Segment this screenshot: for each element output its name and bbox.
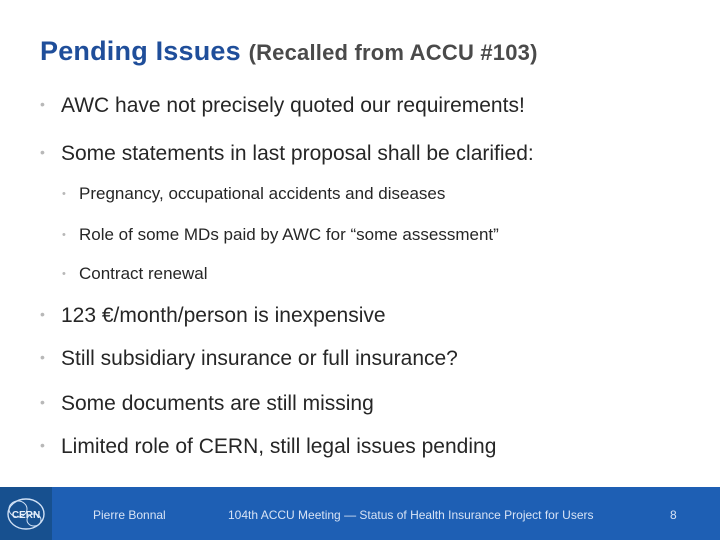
bullet-item [40, 94, 525, 118]
cern-logo [0, 487, 52, 540]
bullet-dot-icon: • [40, 437, 45, 453]
bullet-text: AWC have not precisely quoted our requirements! [61, 94, 525, 117]
cern-logo-icon [5, 496, 47, 532]
bullet-item [40, 435, 496, 459]
bullet-dot-icon: • [40, 394, 45, 410]
sub-bullet-text: Pregnancy, occupational accidents and diseases [79, 184, 446, 203]
bullet-dot-icon: • [40, 306, 45, 322]
sub-bullet-item [62, 184, 445, 204]
sub-bullet-item [62, 225, 499, 245]
bullet-item [40, 142, 534, 166]
bullet-dot-icon: • [40, 349, 45, 365]
sub-bullet-item [62, 264, 208, 284]
bullet-dot-icon: • [62, 268, 66, 280]
bullet-text: Some statements in last proposal shall be clarified: [61, 142, 534, 165]
bullet-dot-icon: • [62, 188, 66, 200]
title-subtitle: (Recalled from ACCU #103) [248, 40, 538, 65]
bullet-text: Still subsidiary insurance or full insurance? [61, 347, 458, 370]
bullet-dot-icon: • [62, 229, 66, 241]
footer-bar [0, 487, 720, 540]
slide-title [40, 36, 538, 67]
bullet-item [40, 304, 386, 328]
bullet-item [40, 347, 458, 371]
bullet-dot-icon: • [40, 144, 45, 160]
logo-text: CERN [11, 510, 41, 521]
footer-author: Pierre Bonnal [93, 508, 166, 522]
sub-bullet-text: Role of some MDs paid by AWC for “some assessment” [79, 225, 499, 244]
bullet-text: Limited role of CERN, still legal issues pending [61, 435, 497, 458]
bullet-dot-icon: • [40, 96, 45, 112]
page-number: 8 [670, 508, 677, 522]
bullet-text: Some documents are still missing [61, 392, 374, 415]
bullet-item [40, 392, 374, 416]
title-main: Pending Issues [40, 36, 241, 66]
bullet-text: 123 €/month/person is inexpensive [61, 304, 386, 327]
footer-title: 104th ACCU Meeting — Status of Health Insurance Project for Users [228, 508, 594, 522]
sub-bullet-text: Contract renewal [79, 264, 208, 283]
